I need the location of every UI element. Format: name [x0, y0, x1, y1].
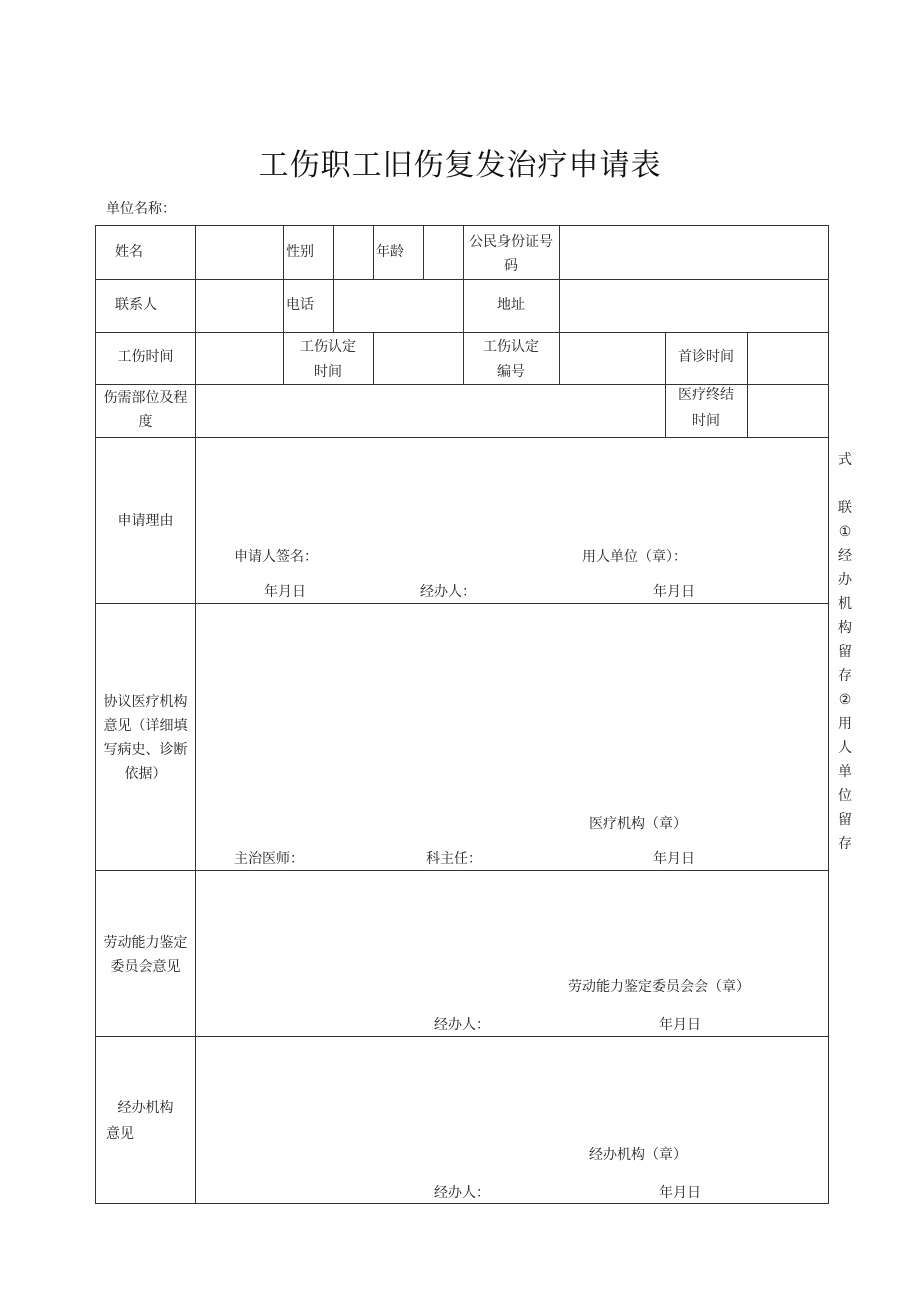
side-note-char: 留 — [838, 812, 852, 828]
application-form — [95, 225, 829, 1204]
unit-name-label: 单位名称： — [106, 201, 176, 217]
side-note-char: 存 — [838, 836, 852, 852]
label-end-l1: 医疗终结 — [678, 387, 734, 403]
label-part-l1: 伤需部位及程 — [103, 390, 188, 406]
label-end-l2: 时间 — [692, 413, 720, 429]
label-apply-reason: 申请理由 — [117, 513, 174, 529]
agency-handler: 经办人： — [434, 1185, 490, 1201]
label-phone: 电话 — [286, 297, 314, 313]
apply-signer: 申请人签名： — [234, 549, 318, 565]
label-cert-time-l1: 工伤认定 — [300, 339, 356, 355]
col-divider — [559, 279, 560, 332]
side-note-char: 单 — [838, 764, 852, 780]
side-note-char: 留 — [838, 644, 852, 660]
col-divider — [747, 384, 748, 437]
label-medical-l2: 意见（详细填 — [103, 718, 188, 734]
label-address: 地址 — [497, 297, 525, 313]
label-medical-l1: 协议医疗机构 — [103, 694, 188, 710]
label-labor-l1: 劳动能力鉴定 — [103, 935, 188, 951]
col-divider — [333, 279, 334, 332]
apply-employer: 用人单位（章）： — [582, 549, 687, 565]
label-id-line1: 公民身份证号 — [469, 234, 553, 250]
col-divider — [559, 332, 560, 384]
apply-date2: 年月日 — [653, 584, 695, 600]
page-title: 工伤职工旧伤复发治疗申请表 — [258, 148, 662, 183]
label-age: 年龄 — [376, 244, 404, 260]
col-divider — [423, 226, 424, 279]
side-note-char: 式 — [838, 452, 852, 468]
medical-date: 年月日 — [653, 851, 695, 867]
label-agency-l1: 经办机构 — [117, 1100, 174, 1116]
col-divider — [373, 332, 374, 384]
medical-stamp: 医疗机构（章） — [589, 816, 687, 832]
side-note-char: ② — [838, 692, 852, 708]
side-note-char: 办 — [838, 572, 852, 588]
col-divider — [283, 279, 284, 332]
side-note-char: 构 — [838, 620, 852, 636]
apply-date1: 年月日 — [264, 584, 306, 600]
label-part-l2: 度 — [138, 414, 153, 430]
apply-handler: 经办人： — [420, 584, 476, 600]
label-first-visit: 首诊时间 — [678, 349, 734, 365]
side-note-char: 用 — [838, 716, 852, 732]
label-agency-l2: 意见 — [106, 1126, 134, 1142]
label-id-line2: 码 — [504, 258, 518, 274]
labor-stamp: 劳动能力鉴定委员会会（章） — [568, 979, 750, 995]
side-note-char: 位 — [838, 788, 852, 804]
col-divider — [747, 332, 748, 384]
label-cert-no-l1: 工伤认定 — [483, 339, 539, 355]
side-note-char — [836, 472, 854, 496]
side-note-char: 联 — [838, 500, 852, 516]
labor-date: 年月日 — [659, 1017, 701, 1033]
side-note-char: 存 — [838, 668, 852, 684]
label-gender: 性别 — [286, 244, 314, 260]
side-note-char: ① — [838, 524, 852, 540]
agency-date: 年月日 — [659, 1185, 701, 1201]
col-divider — [373, 226, 374, 279]
medical-director: 科主任： — [426, 851, 482, 867]
label-cert-no-l2: 编号 — [497, 364, 525, 380]
copy-distribution-note — [836, 448, 854, 856]
side-note-char: 人 — [838, 740, 852, 756]
col-divider — [559, 226, 560, 279]
label-labor-l2: 委员会意见 — [110, 959, 181, 975]
medical-doctor: 主治医师： — [234, 851, 304, 867]
label-injury-time: 工伤时间 — [117, 349, 174, 365]
label-contact: 联系人 — [115, 297, 157, 313]
side-note-char: 经 — [838, 548, 852, 564]
row-divider — [96, 437, 829, 438]
label-cert-time-l2: 时间 — [314, 364, 342, 380]
label-medical-l4: 依据） — [124, 766, 167, 782]
col-divider — [333, 226, 334, 279]
side-note-char: 机 — [838, 596, 852, 612]
agency-stamp: 经办机构（章） — [589, 1147, 687, 1163]
label-medical-l3: 写病史、诊断 — [103, 742, 188, 758]
col-divider — [283, 226, 284, 279]
labor-handler: 经办人： — [434, 1017, 490, 1033]
col-divider — [195, 226, 196, 1204]
label-name: 姓名 — [115, 244, 143, 260]
